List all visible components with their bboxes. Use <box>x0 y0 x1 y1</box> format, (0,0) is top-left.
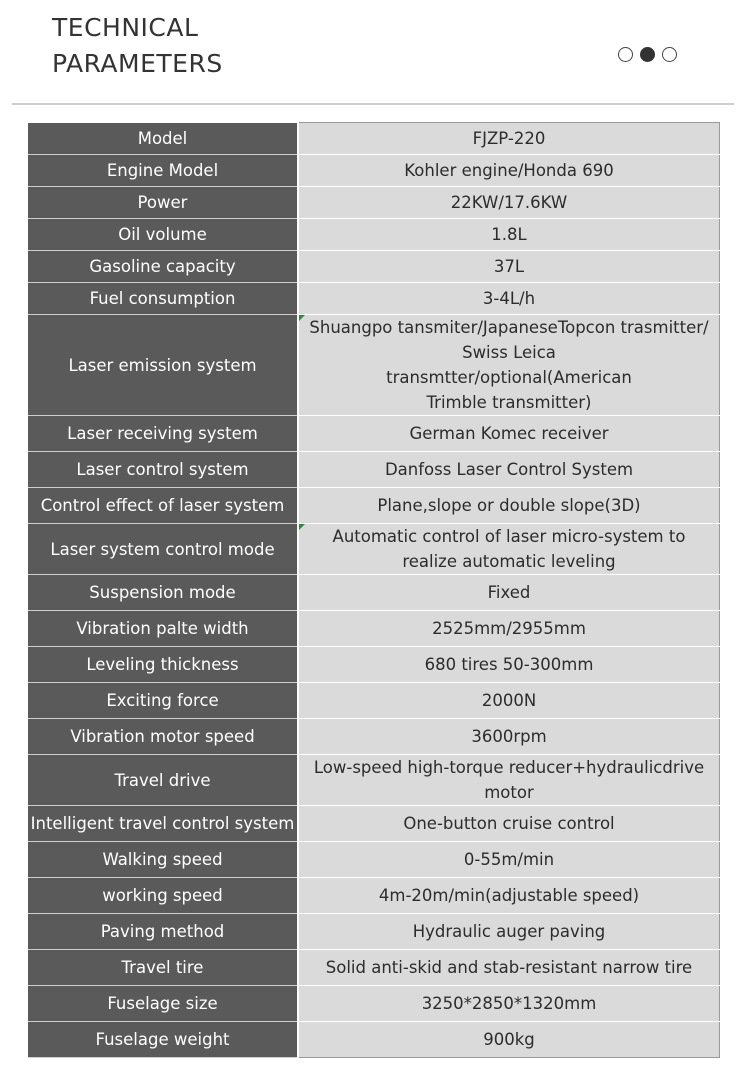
cell-corner-marker-icon <box>299 315 305 321</box>
spec-label: Exciting force <box>28 683 298 719</box>
spec-label: Engine Model <box>28 155 298 187</box>
spec-label: Leveling thickness <box>28 647 298 683</box>
spec-value <box>298 806 720 842</box>
spec-value <box>298 719 720 755</box>
spec-label: Laser emission system <box>28 315 298 416</box>
spec-value-text: 22KW/17.6KW <box>450 193 568 212</box>
spec-value-text: Solid anti-skid and stab-resistant narrow tire <box>325 958 693 977</box>
spec-value-text: 4m-20m/min(adjustable speed) <box>378 886 640 905</box>
spec-value-text: German Komec receiver <box>409 424 609 443</box>
spec-value-text: Kohler engine/Honda 690 <box>404 161 614 180</box>
spec-value-text: 3600rpm <box>471 727 547 746</box>
table-row <box>28 986 720 1022</box>
table-row <box>28 575 720 611</box>
table-row <box>28 647 720 683</box>
spec-value <box>298 611 720 647</box>
table-row <box>28 719 720 755</box>
spec-value <box>298 187 720 219</box>
table-row <box>28 842 720 878</box>
section-title <box>52 10 223 82</box>
table-row <box>28 683 720 719</box>
table-row <box>28 219 720 251</box>
spec-value-text: 2525mm/2955mm <box>432 619 586 638</box>
table-row <box>28 755 720 806</box>
spec-value <box>298 219 720 251</box>
table-row <box>28 251 720 283</box>
spec-label: Fuselage weight <box>28 1022 298 1058</box>
table-row <box>28 914 720 950</box>
spec-label: Vibration palte width <box>28 611 298 647</box>
spec-value <box>298 755 720 806</box>
spec-value <box>298 575 720 611</box>
spec-value-text: Hydraulic auger paving <box>412 922 606 941</box>
table-row <box>28 155 720 187</box>
spec-value-text: 2000N <box>481 691 537 710</box>
table-row <box>28 283 720 315</box>
spec-value-text: Plane,slope or double slope(3D) <box>377 496 641 515</box>
spec-label: Laser system control mode <box>28 524 298 575</box>
spec-value-text: 0-55m/min <box>463 850 555 869</box>
spec-value <box>298 251 720 283</box>
spec-value <box>298 155 720 187</box>
spec-label: Paving method <box>28 914 298 950</box>
spec-value <box>298 647 720 683</box>
table-row <box>28 950 720 986</box>
spec-value <box>298 524 720 575</box>
spec-label: Laser control system <box>28 452 298 488</box>
spec-value-text: Low-speed high-torque reducer+hydraulicdrive motor <box>313 758 705 802</box>
spec-value-text: Danfoss Laser Control System <box>384 460 634 479</box>
spec-value <box>298 283 720 315</box>
table-row <box>28 611 720 647</box>
table-row <box>28 878 720 914</box>
spec-label: Vibration motor speed <box>28 719 298 755</box>
spec-value <box>298 950 720 986</box>
spec-value <box>298 452 720 488</box>
spec-value-text: 1.8L <box>491 225 527 244</box>
table-row <box>28 187 720 219</box>
table-row <box>28 452 720 488</box>
spec-value <box>298 914 720 950</box>
spec-label: Fuselage size <box>28 986 298 1022</box>
spec-label: Suspension mode <box>28 575 298 611</box>
header-divider <box>12 103 734 105</box>
spec-value <box>298 315 720 416</box>
table-row <box>28 416 720 452</box>
carousel-dot-2-active[interactable] <box>640 47 655 62</box>
spec-label: Model <box>28 123 298 155</box>
spec-value-text: One-button cruise control <box>403 814 615 833</box>
spec-value-text: 37L <box>493 257 525 276</box>
spec-value-text: Automatic control of laser micro-system to realize automatic leveling <box>332 527 686 571</box>
spec-label: Gasoline capacity <box>28 251 298 283</box>
spec-label: Walking speed <box>28 842 298 878</box>
technical-parameters-table <box>28 122 720 1058</box>
spec-label: Fuel consumption <box>28 283 298 315</box>
spec-value-text: 3250*2850*1320mm <box>421 994 597 1013</box>
spec-label: Control effect of laser system <box>28 488 298 524</box>
spec-label: Laser receiving system <box>28 416 298 452</box>
spec-value-text: FJZP-220 <box>472 129 546 148</box>
table-row <box>28 488 720 524</box>
spec-value-text: 3-4L/h <box>482 289 536 308</box>
carousel-dot-1[interactable] <box>618 47 633 62</box>
section-title-line1: TECHNICAL <box>52 13 199 42</box>
spec-value <box>298 842 720 878</box>
spec-label: working speed <box>28 878 298 914</box>
spec-value-text: 900kg <box>483 1030 535 1049</box>
spec-label: Power <box>28 187 298 219</box>
spec-value <box>298 878 720 914</box>
spec-value <box>298 123 720 155</box>
cell-corner-marker-icon <box>299 524 305 530</box>
table-row <box>28 315 720 416</box>
table-row <box>28 1022 720 1058</box>
table-row <box>28 524 720 575</box>
spec-label: Intelligent travel control system <box>28 806 298 842</box>
spec-value <box>298 1022 720 1058</box>
spec-value <box>298 488 720 524</box>
spec-value <box>298 683 720 719</box>
spec-value-text: 680 tires 50-300mm <box>424 655 594 674</box>
spec-label: Oil volume <box>28 219 298 251</box>
spec-value-text: Fixed <box>487 583 531 602</box>
table-row <box>28 123 720 155</box>
spec-value-text: Shuangpo tansmiter/JapaneseTopcon trasmitter/ Swiss Leica transmtter/optional(American Trimble transmitter) <box>309 318 709 412</box>
table-row <box>28 806 720 842</box>
spec-label: Travel drive <box>28 755 298 806</box>
carousel-pagination <box>618 47 677 63</box>
carousel-dot-3[interactable] <box>662 47 677 62</box>
section-title-line2: PARAMETERS <box>52 49 223 78</box>
spec-label: Travel tire <box>28 950 298 986</box>
spec-value <box>298 416 720 452</box>
spec-value <box>298 986 720 1022</box>
